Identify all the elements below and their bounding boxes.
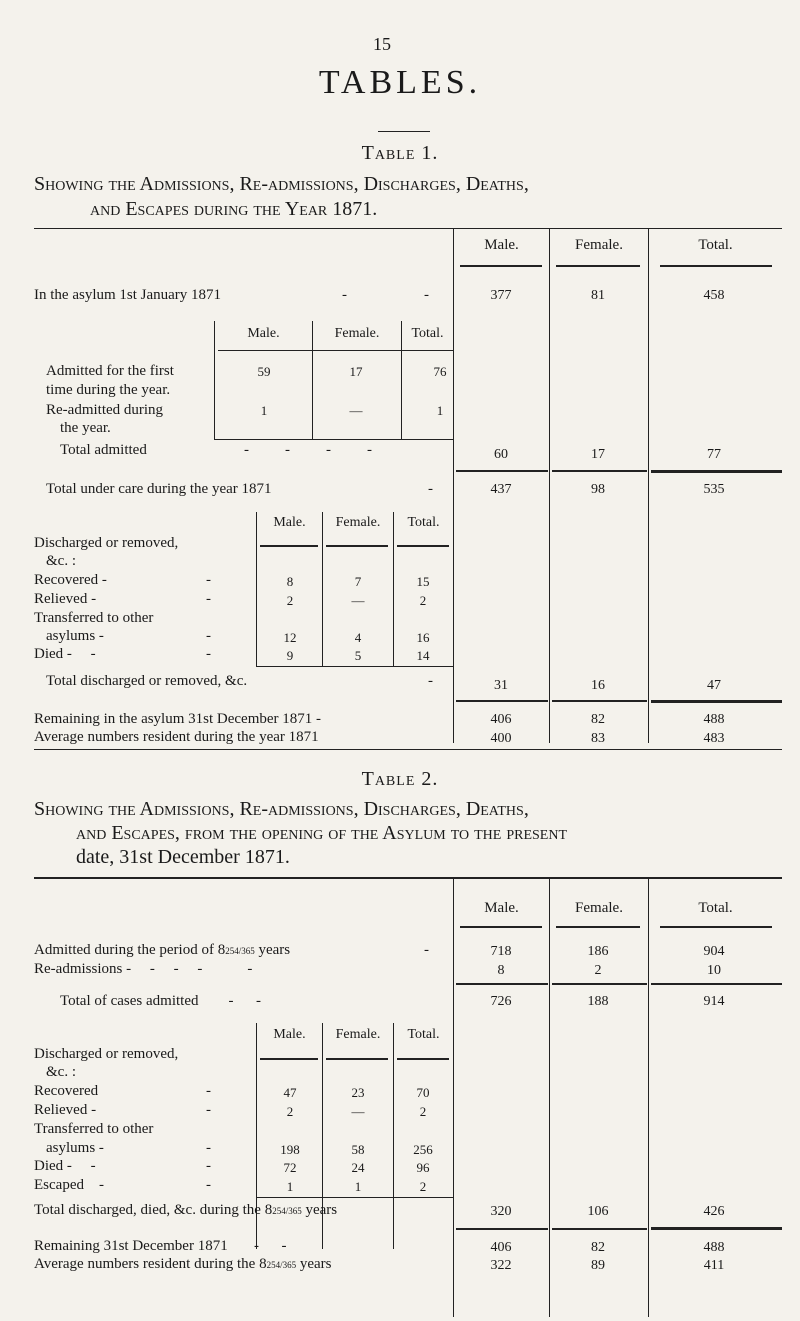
table1-sub-bottom-rule [214,439,453,440]
table1-in-asylum-female: 81 [591,288,605,303]
page-title: TABLES. [318,64,482,101]
table2-total-discharged-male: 320 [490,1204,512,1219]
table1-rule [456,700,548,702]
table1-vline-3 [648,228,649,743]
table1-transferred-male: 12 [283,630,297,645]
table1-remaining-total: 488 [703,712,725,727]
table1-average-male: 400 [490,731,512,746]
page-number: 15 [373,34,391,54]
table2-escaped-female: 1 [354,1179,362,1194]
table2-escaped-total: 2 [419,1179,427,1194]
table1-relieved-male: 2 [286,593,294,608]
table2-relieved-total: 2 [419,1104,427,1119]
table1-total-under-care-male: 437 [490,482,512,497]
table2-transferred-female: 58 [351,1142,365,1157]
table2-col-female: Female. [575,900,623,916]
table1-dash: - [206,591,211,607]
table1-admitted-first-male: 59 [257,364,271,379]
table2-admitted-male: 718 [490,944,512,959]
table2-sub-total: Total. [407,1027,440,1042]
table1-vline-2 [549,228,550,743]
table1-rule [651,470,782,473]
table1-sub-header-rule [218,350,453,351]
table2-total-cases-female: 188 [587,994,609,1009]
table2-recovered-male: 47 [283,1085,297,1100]
table1-readmitted-label: Re-admitted during [46,402,164,418]
table1-died-male: 9 [286,648,294,663]
table2-caption-line1: Showing the Admissions, Re-admissions, Discharges, Deaths, [34,798,529,820]
table2-header-underline [660,926,772,928]
table1-sub2-rule [397,545,449,547]
table2-dash: - [206,1177,211,1193]
table1-total-under-care-label: Total under care during the year 1871 [46,481,272,497]
table1-total-admitted-female: 17 [591,447,605,462]
table1-transferred-label-2: asylums - [46,628,104,644]
table2-died-male: 72 [283,1160,297,1175]
table1-readmitted-male: 1 [260,403,268,418]
table1-header-underline-1 [460,265,542,267]
table1-sub2-female: Female. [335,515,381,530]
table1-discharged-label: Discharged or removed, [34,535,179,551]
table1-readmitted-female: — [349,403,363,418]
table1-top-rule [34,228,782,229]
table2-recovered-total: 70 [416,1085,430,1100]
table2-average-label: Average numbers resident during the 8254/365 years [34,1256,332,1272]
table1-total-admitted-male: 60 [494,447,508,462]
table1-header-underline-2 [556,265,640,267]
table1-admitted-first-female: 17 [349,364,363,379]
table1-died-female: 5 [354,648,362,663]
table2-dash: - [206,1158,211,1174]
table1-rule [651,700,782,703]
table1-sub-male: Male. [247,326,280,341]
table1-sub2-vline-1 [256,512,257,666]
table1-relieved-female: — [351,593,365,608]
table1-readmitted-label-2: the year. [60,420,111,436]
table1-relieved-label: Relieved - [34,591,97,607]
table2-rule [552,1228,647,1230]
table2-readmissions-male: 8 [497,963,505,978]
table1-dash: - [206,646,211,662]
table1-recovered-male: 8 [286,574,294,589]
table2-total-cases-total: 914 [703,994,725,1009]
table2-discharged-label: Discharged or removed, [34,1046,179,1062]
table1-transferred-total: 16 [416,630,430,645]
table2-average-female: 89 [591,1258,605,1273]
table1-caption-line1: Showing the Admissions, Re-admissions, Discharges, Deaths, [34,173,529,195]
table2-admitted-fraction: 254/365 [225,946,255,956]
table1-remaining-male: 406 [490,712,512,727]
table2-remaining-male: 406 [490,1240,512,1255]
table2-total-discharged-total: 426 [703,1204,725,1219]
table2-sub-bottom-rule [256,1197,453,1198]
table1-total-under-care-total: 535 [703,482,725,497]
table2-remaining-female: 82 [591,1240,605,1255]
table1-recovered-label: Recovered - [34,572,107,588]
table1-sub-total: Total. [411,326,444,341]
table2-transferred-label-2: asylums - [46,1140,104,1156]
table2-dash: - [206,1140,211,1156]
table1-average-female: 83 [591,731,605,746]
table1-sub2-rule [326,545,388,547]
table1-rule [552,700,647,702]
table1-rule [552,470,647,472]
table2-rule [651,1227,782,1230]
table1-total-discharged-female: 16 [591,678,605,693]
table1-bottom-rule [34,749,782,750]
table1-relieved-total: 2 [419,593,427,608]
table2-transferred-male: 198 [280,1142,300,1157]
table2-transferred-label: Transferred to other [34,1121,154,1137]
table2-total-discharged-label: Total discharged, died, &c. during the 8254/365 years [34,1202,338,1218]
table2-average-total: 411 [703,1258,725,1273]
table2-heading: Table 2. [361,768,439,790]
table2-sub-male: Male. [273,1027,306,1042]
table2-relieved-female: — [351,1104,365,1119]
table1-rule [456,470,548,472]
table2-vline-2 [549,877,550,1317]
table2-dash: - [206,1102,211,1118]
table1-total-under-care-female: 98 [591,482,605,497]
table2-admitted-female: 186 [587,944,609,959]
table1-sub2-male: Male. [273,515,306,530]
table2-sub-rule [397,1058,449,1060]
table1-col-female: Female. [575,237,623,253]
table2-dash: - [424,942,429,958]
table1-died-label: Died - - [34,646,96,662]
table1-average-label: Average numbers resident during the year 1871 [34,729,319,745]
table1-caption-line2: and Escapes during the Year 1871. [90,198,378,220]
table2-died-total: 96 [416,1160,430,1175]
table1-recovered-female: 7 [354,574,362,589]
table1-dash: - [424,287,429,303]
table2-rule [456,983,548,985]
table1-sub2-total: Total. [407,515,440,530]
table2-remaining-total: 488 [703,1240,725,1255]
table2-readmissions-female: 2 [594,963,602,978]
table1-sub2-vline-2 [322,512,323,666]
table1-in-asylum-label: In the asylum 1st January 1871 [34,287,222,303]
table2-admitted-label: Admitted during the period of 8254/365 years [34,942,291,958]
table2-caption-line2: and Escapes, from the opening of the Asylum to the present [76,822,567,844]
table2-escaped-label: Escaped - [34,1177,104,1193]
table2-col-male: Male. [484,900,519,916]
table1-readmitted-total: 1 [436,403,444,418]
table2-died-female: 24 [351,1160,365,1175]
table2-vline-3 [648,877,649,1317]
table2-sub-female: Female. [335,1027,381,1042]
table1-dash: - [206,572,211,588]
table2-readmissions-label: Re-admissions - - - - - [34,961,253,977]
table2-sub-rule [260,1058,318,1060]
table1-admitted-first-total: 76 [433,364,447,379]
table2-total-discharged-female: 106 [587,1204,609,1219]
table2-relieved-label: Relieved - [34,1102,97,1118]
title-rule [378,131,430,132]
table1-total-discharged-male: 31 [494,678,508,693]
table1-sub-female: Female. [334,326,380,341]
table2-total-cases-male: 726 [490,994,512,1009]
table1-died-total: 14 [416,648,430,663]
table2-transferred-total: 256 [413,1142,433,1157]
table2-sub-vline-3 [393,1023,394,1249]
table2-relieved-male: 2 [286,1104,294,1119]
table2-sub-rule [326,1058,388,1060]
table1-sub2-rule [260,545,318,547]
table1-dash: - [342,287,347,303]
table2-died-label: Died - - [34,1158,96,1174]
table1-total-admitted-label: Total admitted [60,442,147,458]
table2-total-discharged-fraction: 254/365 [272,1206,302,1216]
table1-dash: - [206,628,211,644]
table2-escaped-male: 1 [286,1179,294,1194]
table1-admitted-first-label: Admitted for the first [46,363,174,379]
table2-recovered-label: Recovered [34,1083,99,1099]
table1-dash: - [428,673,433,689]
table1-remaining-female: 82 [591,712,605,727]
table2-caption-line3: date, 31st December 1871. [76,846,290,868]
table2-rule [651,983,782,985]
table1-dash-leader: ---- [244,442,408,458]
table1-total-discharged-total: 47 [707,678,721,693]
table2-col-total: Total. [698,900,733,916]
table2-rule [552,983,647,985]
table2-recovered-female: 23 [351,1085,365,1100]
table1-transferred-female: 4 [354,630,362,645]
table1-total-admitted-total: 77 [707,447,721,462]
table1-in-asylum-total: 458 [703,288,725,303]
table2-discharged-label-2: &c. : [46,1064,76,1080]
table1-col-male: Male. [484,237,519,253]
table2-top-rule [34,877,782,879]
table1-sub2-bottom-rule [256,666,453,667]
table2-admitted-total: 904 [703,944,725,959]
table1-vline-1 [453,228,454,743]
table1-col-total: Total. [698,237,733,253]
table1-header-underline-3 [660,265,772,267]
table1-recovered-total: 15 [416,574,430,589]
table1-dash: - [428,481,433,497]
table2-header-underline [556,926,640,928]
table2-dash: - [206,1083,211,1099]
table2-average-male: 322 [490,1258,512,1273]
table2-rule [456,1228,548,1230]
table1-remaining-label: Remaining in the asylum 31st December 1871 - [34,711,322,727]
table1-discharged-label-2: &c. : [46,553,76,569]
table1-heading: Table 1. [361,142,439,164]
table1-transferred-label: Transferred to other [34,610,154,626]
table2-remaining-label: Remaining 31st December 1871 - - [34,1238,287,1254]
table2-readmissions-total: 10 [707,963,721,978]
table2-total-cases-label: Total of cases admitted - - [60,993,261,1009]
table1-in-asylum-male: 377 [490,288,512,303]
table2-average-fraction: 254/365 [266,1260,297,1270]
table1-total-discharged-label: Total discharged or removed, &c. [46,673,248,689]
table1-admitted-first-label-2: time during the year. [46,382,171,398]
table1-average-total: 483 [703,731,725,746]
table2-header-underline [460,926,542,928]
